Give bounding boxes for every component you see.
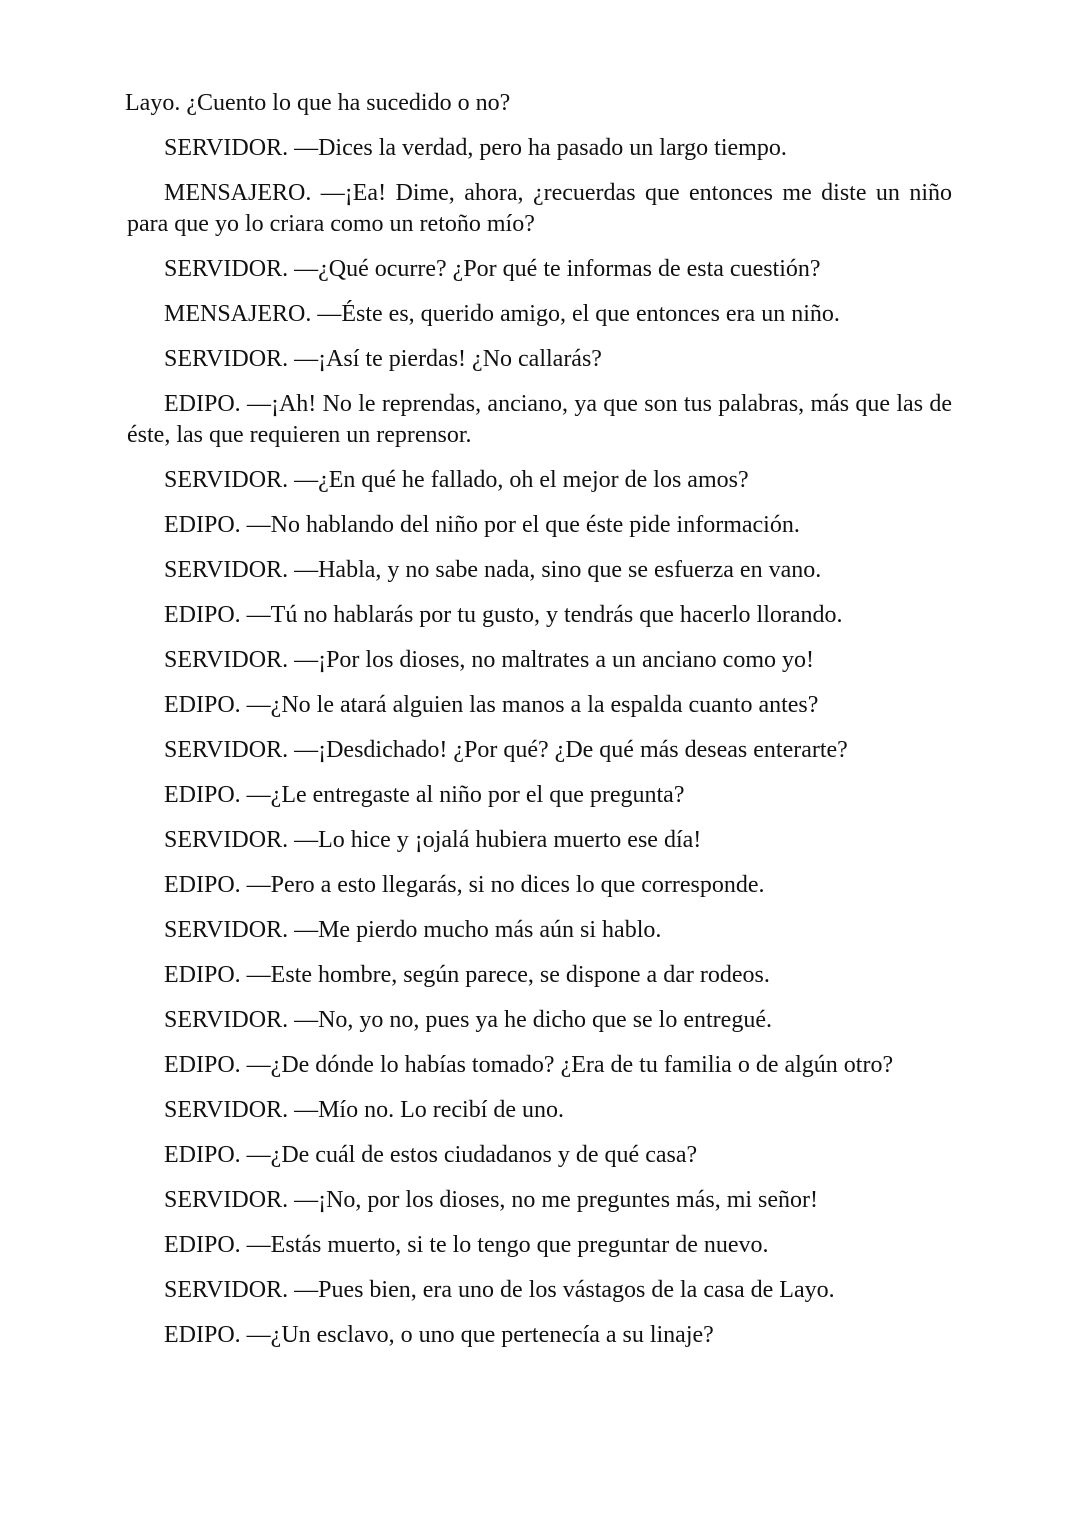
paragraph: EDIPO. —¿Le entregaste al niño por el que pregunta? — [164, 782, 685, 808]
paragraph: MENSAJERO. —¡Ea! Dime, ahora, ¿recuerdas que entonces me diste un niño para que yo lo criara como un retoño mío? — [127, 180, 952, 237]
paragraph: SERVIDOR. —Pues bien, era uno de los vástagos de la casa de Layo. — [164, 1277, 835, 1303]
paragraph: SERVIDOR. —Dices la verdad, pero ha pasado un largo tiempo. — [164, 135, 787, 161]
paragraph: SERVIDOR. —¡No, por los dioses, no me preguntes más, mi señor! — [164, 1187, 819, 1213]
paragraph: EDIPO. —Tú no hablarás por tu gusto, y tendrás que hacerlo llorando. — [164, 602, 843, 628]
paragraph: SERVIDOR. —¡Así te pierdas! ¿No callarás? — [164, 346, 602, 372]
paragraph: EDIPO. —¡Ah! No le reprendas, anciano, ya que son tus palabras, más que las de éste, las que requieren un reprensor. — [127, 391, 952, 448]
paragraph: SERVIDOR. —Me pierdo mucho más aún si hablo. — [164, 917, 662, 943]
paragraph: SERVIDOR. —¡Por los dioses, no maltrates a un anciano como yo! — [164, 647, 814, 673]
paragraph: EDIPO. —Estás muerto, si te lo tengo que preguntar de nuevo. — [164, 1232, 769, 1258]
paragraph: SERVIDOR. —Habla, y no sabe nada, sino que se esfuerza en vano. — [164, 557, 822, 583]
paragraph: EDIPO. —No hablando del niño por el que éste pide información. — [164, 512, 800, 538]
paragraph: EDIPO. —Pero a esto llegarás, si no dices lo que corresponde. — [164, 872, 765, 898]
dialogue-text — [127, 88, 952, 1365]
paragraph: SERVIDOR. —¡Desdichado! ¿Por qué? ¿De qué más deseas enterarte? — [164, 737, 848, 763]
paragraph: EDIPO. —¿De dónde lo habías tomado? ¿Era de tu familia o de algún otro? — [164, 1052, 894, 1078]
paragraph: SERVIDOR. —No, yo no, pues ya he dicho que se lo entregué. — [164, 1007, 772, 1033]
paragraph: SERVIDOR. —Lo hice y ¡ojalá hubiera muerto ese día! — [164, 827, 702, 853]
paragraph: EDIPO. —¿De cuál de estos ciudadanos y de qué casa? — [164, 1142, 698, 1168]
paragraph: SERVIDOR. —¿En qué he fallado, oh el mejor de los amos? — [164, 467, 749, 493]
paragraph: EDIPO. —¿No le atará alguien las manos a la espalda cuanto antes? — [164, 692, 819, 718]
paragraph: MENSAJERO. —Éste es, querido amigo, el que entonces era un niño. — [164, 301, 840, 327]
paragraph: SERVIDOR. —¿Qué ocurre? ¿Por qué te informas de esta cuestión? — [164, 256, 821, 282]
paragraph: EDIPO. —¿Un esclavo, o uno que pertenecía a su linaje? — [164, 1322, 714, 1348]
paragraph: SERVIDOR. —Mío no. Lo recibí de uno. — [164, 1097, 565, 1123]
paragraph: EDIPO. —Este hombre, según parece, se dispone a dar rodeos. — [164, 962, 770, 988]
paragraph: Layo. ¿Cuento lo que ha sucedido o no? — [125, 90, 511, 116]
